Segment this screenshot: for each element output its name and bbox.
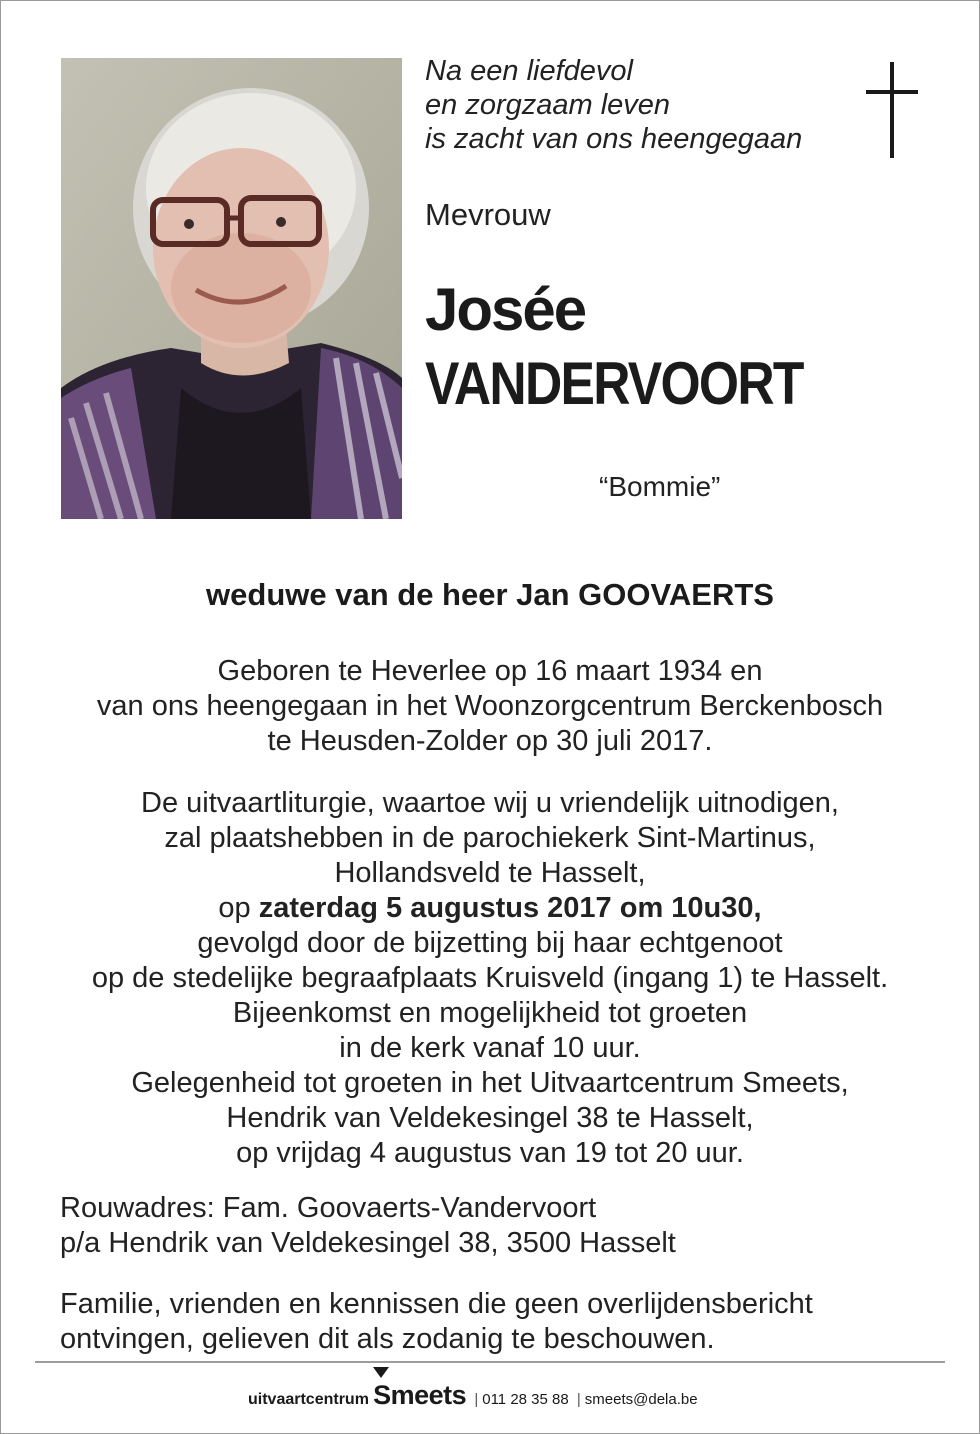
deceased-nickname: “Bommie”: [599, 471, 721, 502]
intro-line: Na een liefdevol: [425, 55, 633, 87]
mourning-address: [60, 1191, 676, 1261]
email-address: smeets@dela.be: [584, 1391, 698, 1408]
portrait-photo-icon: [61, 58, 402, 519]
funeral-date-line: [0, 891, 980, 926]
funeral-date-prefix: op: [218, 892, 259, 924]
detail-line: Geboren te Heverlee op 16 maart 1934 en: [217, 655, 763, 687]
funeral-line: op de stedelijke begraafplaats Kruisveld (ingang 1) te Hasselt.: [91, 962, 889, 994]
notice-line: Familie, vrienden en kennissen die geen overlijdensbericht: [60, 1288, 813, 1320]
org-name: Smeets: [373, 1380, 467, 1410]
intro-line: is zacht van ons heengegaan: [425, 123, 803, 155]
address-line: Rouwadres: Fam. Goovaerts-Vandervoort: [60, 1192, 597, 1224]
address-line: p/a Hendrik van Veldekesingel 38, 3500 Hasselt: [60, 1227, 676, 1259]
funeral-date: zaterdag 5 augustus 2017 om 10u30,: [258, 892, 762, 924]
funeral-line: Hollandsveld te Hasselt,: [334, 857, 646, 889]
separator: |: [474, 1391, 479, 1408]
intro-verse: [425, 54, 802, 156]
deceased-last-name: VANDERVOORT: [425, 350, 803, 417]
funeral-line: op vrijdag 4 augustus van 19 tot 20 uur.: [236, 1137, 744, 1169]
funeral-line: De uitvaartliturgie, waartoe wij u vriendelijk uitnodigen,: [141, 787, 839, 819]
notice-text: [60, 1287, 813, 1357]
detail-line: van ons heengegaan in het Woonzorgcentrum Berckenbosch: [96, 690, 884, 722]
honorific-title: Mevrouw: [425, 197, 551, 232]
funeral-line: gevolgd door de bijzetting bij haar echtgenoot: [197, 927, 783, 959]
portrait-photo: [61, 58, 402, 519]
deceased-first-name: Josée: [425, 276, 586, 343]
funeral-line: in de kerk vanaf 10 uur.: [339, 1032, 641, 1064]
separator: |: [576, 1391, 581, 1408]
cross-icon: [862, 62, 922, 163]
birth-death-details: [0, 654, 980, 759]
detail-line: te Heusden-Zolder op 30 juli 2017.: [267, 725, 713, 757]
funeral-line: Hendrik van Veldekesingel 38 te Hasselt,: [226, 1102, 754, 1134]
notice-line: ontvingen, gelieven dit als zodanig te beschouwen.: [60, 1323, 715, 1355]
phone-number: 011 28 35 88: [482, 1391, 569, 1408]
funeral-details: [0, 786, 980, 1171]
spouse-line: weduwe van de heer Jan GOOVAERTS: [206, 577, 774, 612]
funeral-line: Bijeenkomst en mogelijkheid tot groeten: [232, 997, 748, 1029]
footer-divider: [35, 1361, 945, 1363]
intro-line: en zorgzaam leven: [425, 89, 671, 121]
org-prefix: uitvaartcentrum: [248, 1391, 369, 1408]
triangle-marker-icon: [373, 1367, 389, 1378]
funeral-line: Gelegenheid tot groeten in het Uitvaartcentrum Smeets,: [131, 1067, 849, 1099]
funeral-line: zal plaatshebben in de parochiekerk Sint-Martinus,: [164, 822, 816, 854]
footer-contact: [248, 1380, 698, 1411]
